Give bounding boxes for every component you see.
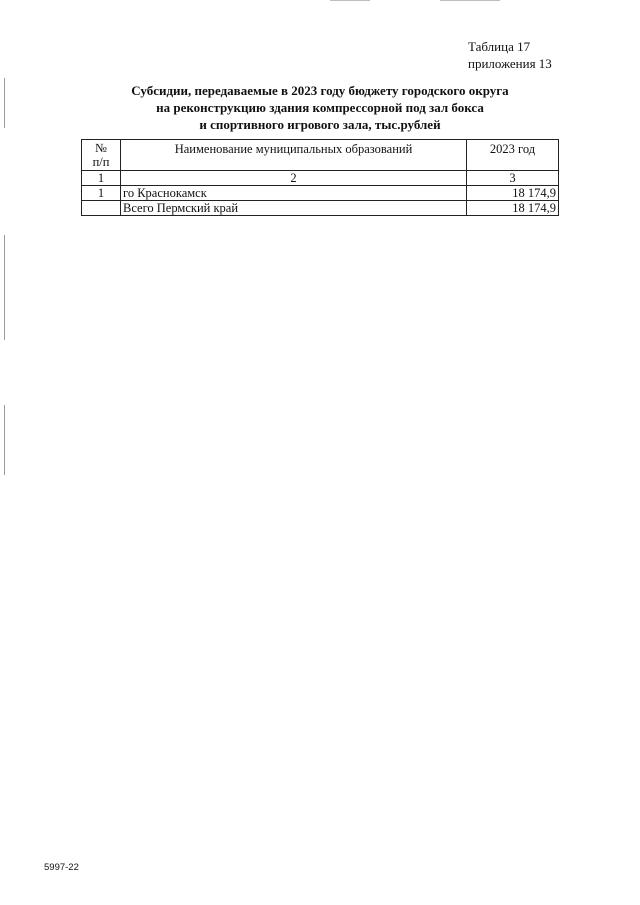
header-number-abbrev: п/п (92, 155, 110, 169)
subsidy-table (81, 139, 559, 216)
header-number-symbol: № (95, 141, 107, 155)
document-title (100, 82, 540, 133)
scan-artifact (330, 0, 370, 1)
document-code: 5997-22 (44, 862, 79, 873)
column-number-row (82, 171, 559, 186)
table-row (82, 186, 559, 201)
municipality-name: го Краснокамск (121, 186, 467, 201)
scan-artifact (4, 235, 5, 340)
table-reference (468, 38, 552, 72)
title-line-1: Субсидии, передаваемые в 2023 году бюджету городского округа (131, 83, 509, 98)
header-municipality-name: Наименование муниципальных образований (121, 140, 467, 171)
column-number: 1 (82, 171, 121, 186)
title-line-3: и спортивного игрового зала, тыс.рублей (199, 117, 441, 132)
column-number: 2 (121, 171, 467, 186)
table-number: Таблица 17 (468, 39, 531, 54)
title-line-2: на реконструкцию здания компрессорной под зал бокса (156, 100, 484, 115)
header-number (82, 140, 121, 171)
row-number (82, 201, 121, 216)
scan-artifact (4, 78, 5, 128)
row-number: 1 (82, 186, 121, 201)
table-header-row (82, 140, 559, 171)
table-total-row (82, 201, 559, 216)
appendix-number: приложения 13 (468, 56, 552, 71)
total-label: Всего Пермский край (121, 201, 467, 216)
scan-artifact (4, 405, 5, 475)
subsidy-value: 18 174,9 (467, 186, 559, 201)
header-year: 2023 год (467, 140, 559, 171)
scan-artifact (440, 0, 500, 1)
total-value: 18 174,9 (467, 201, 559, 216)
column-number: 3 (467, 171, 559, 186)
